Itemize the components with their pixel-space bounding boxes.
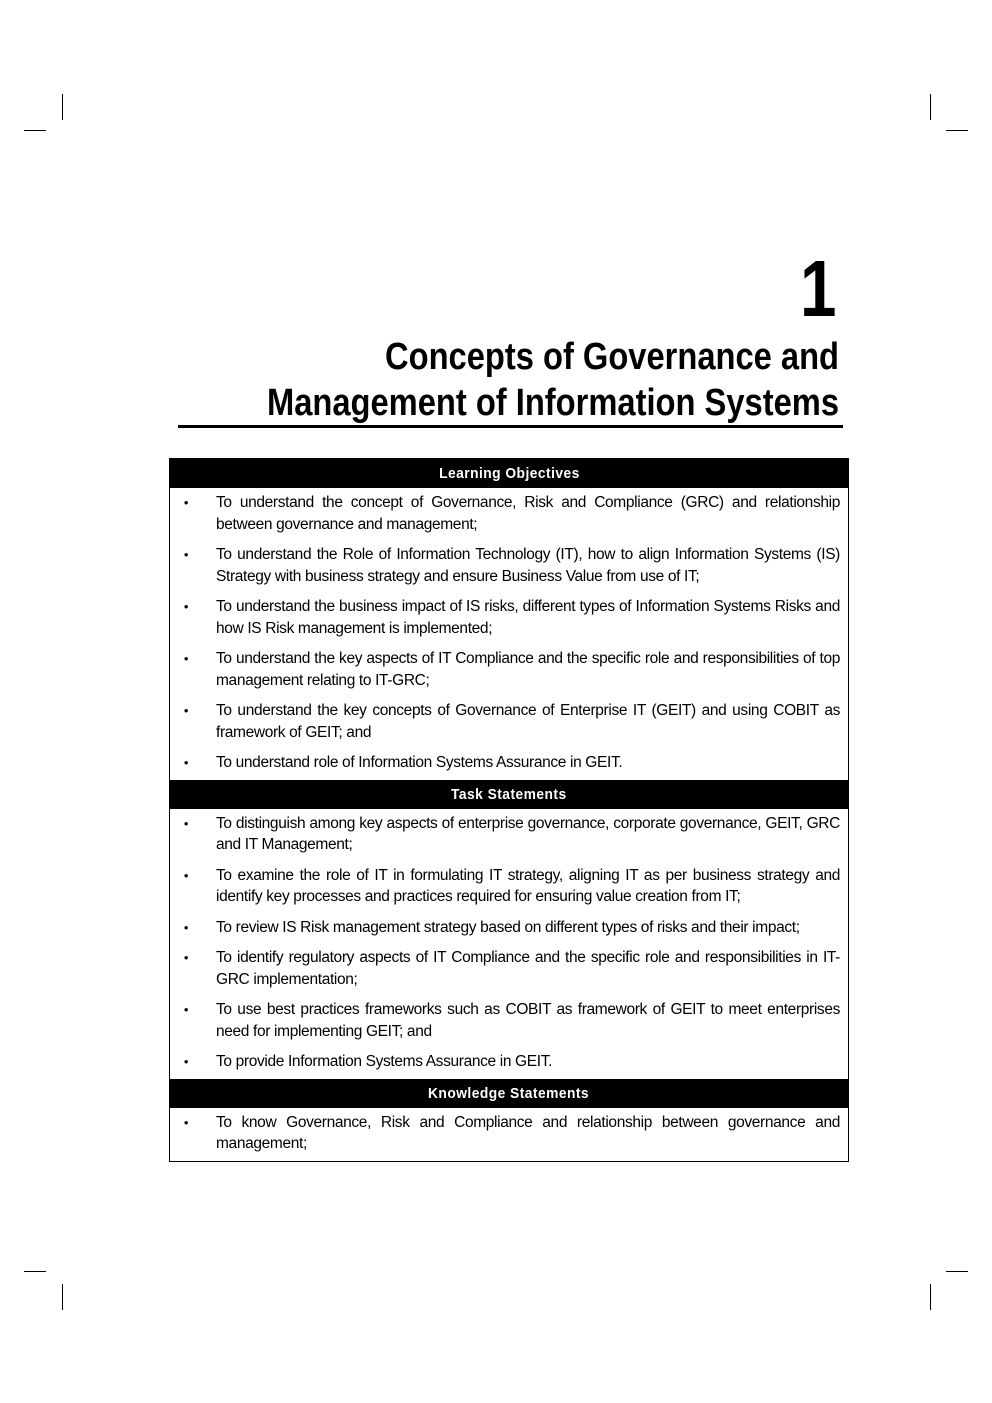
list-item-text: To understand the concept of Governance, Risk and Compliance (GRC) and relationship between governance and management;	[216, 494, 840, 533]
list-item-text: To understand role of Information Systems Assurance in GEIT.	[216, 754, 623, 771]
list-item	[170, 865, 840, 908]
bullet-icon: •	[183, 651, 189, 666]
list-item-text: To examine the role of IT in formulating IT strategy, aligning IT as per business strategy and identify key processes and practices required for ensuring value creation from IT;	[216, 866, 840, 905]
bullet-icon: •	[183, 547, 189, 562]
list-item	[170, 596, 840, 639]
list-item-text: To distinguish among key aspects of enterprise governance, corporate governance, GEIT, GRC and IT Management;	[216, 814, 840, 853]
crop-mark-top-left-vertical	[62, 94, 63, 120]
learning-objectives-list	[170, 488, 848, 780]
title-underline	[178, 425, 843, 428]
section-header-task-statements	[170, 780, 848, 809]
bullet-icon: •	[183, 703, 189, 718]
list-item-text: To provide Information Systems Assurance in GEIT.	[216, 1053, 553, 1070]
list-item	[170, 492, 840, 535]
bullet-icon: •	[183, 919, 189, 935]
list-item-text: To know Governance, Risk and Compliance and relationship between governance and management;	[216, 1113, 840, 1152]
objectives-box	[169, 458, 849, 1162]
bullet-icon: •	[183, 815, 189, 831]
list-item-text: To understand the business impact of IS risks, different types of Information Systems Risks and how IS Risk management is implemented;	[216, 598, 840, 637]
crop-mark-bottom-right-horizontal	[946, 1271, 968, 1272]
list-item	[170, 1112, 840, 1155]
list-item	[170, 917, 840, 939]
chapter-title-line-1: Concepts of Governance and	[385, 336, 839, 378]
task-statements-list	[170, 809, 848, 1079]
list-item-text: To understand the key concepts of Governance of Enterprise IT (GEIT) and using COBIT as framework of GEIT; and	[216, 702, 840, 741]
list-item-text: To use best practices frameworks such as COBIT as framework of GEIT to meet enterprises need for implementing GEIT; and	[216, 1001, 840, 1040]
list-item-text: To understand the Role of Information Technology (IT), how to align Information Systems (IS) Strategy with business strategy and ensure Business Value from use of IT;	[216, 546, 840, 585]
bullet-icon: •	[183, 1054, 189, 1069]
list-item-text: To understand the key aspects of IT Compliance and the specific role and responsibilities of top management relating to IT-GRC;	[216, 650, 840, 689]
chapter-title	[139, 334, 839, 426]
section-header-knowledge-statements	[170, 1079, 848, 1108]
bullet-icon: •	[183, 755, 189, 770]
bullet-icon: •	[183, 1114, 189, 1130]
list-item	[170, 947, 840, 990]
section-header-learning-objectives	[170, 459, 848, 488]
list-item	[170, 700, 840, 743]
list-item	[170, 648, 840, 691]
list-item-text: To review IS Risk management strategy based on different types of risks and their impact;	[216, 918, 800, 936]
crop-mark-top-left-horizontal	[24, 130, 46, 131]
list-item	[170, 1051, 840, 1073]
bullet-icon: •	[183, 1002, 189, 1017]
chapter-title-line-2: Management of Information Systems	[266, 382, 839, 424]
section-header-label: Knowledge Statements	[428, 1084, 590, 1102]
bullet-icon: •	[183, 950, 189, 965]
list-item	[170, 544, 840, 587]
list-item-text: To identify regulatory aspects of IT Compliance and the specific role and responsibilities in IT-GRC implementation;	[216, 949, 840, 988]
list-item	[170, 813, 840, 856]
section-header-label: Task Statements	[451, 785, 567, 803]
bullet-icon: •	[183, 599, 189, 614]
crop-mark-top-right-horizontal	[946, 130, 968, 131]
section-header-label: Learning Objectives	[438, 465, 580, 482]
bullet-icon: •	[183, 867, 189, 883]
bullet-icon: •	[183, 495, 189, 510]
crop-mark-bottom-left-horizontal	[24, 1271, 46, 1272]
list-item	[170, 752, 840, 774]
chapter-number: 1	[799, 244, 836, 333]
list-item	[170, 999, 840, 1042]
crop-mark-bottom-right-vertical	[930, 1284, 931, 1310]
crop-mark-top-right-vertical	[930, 94, 931, 120]
crop-mark-bottom-left-vertical	[62, 1284, 63, 1310]
knowledge-statements-list	[170, 1108, 848, 1161]
